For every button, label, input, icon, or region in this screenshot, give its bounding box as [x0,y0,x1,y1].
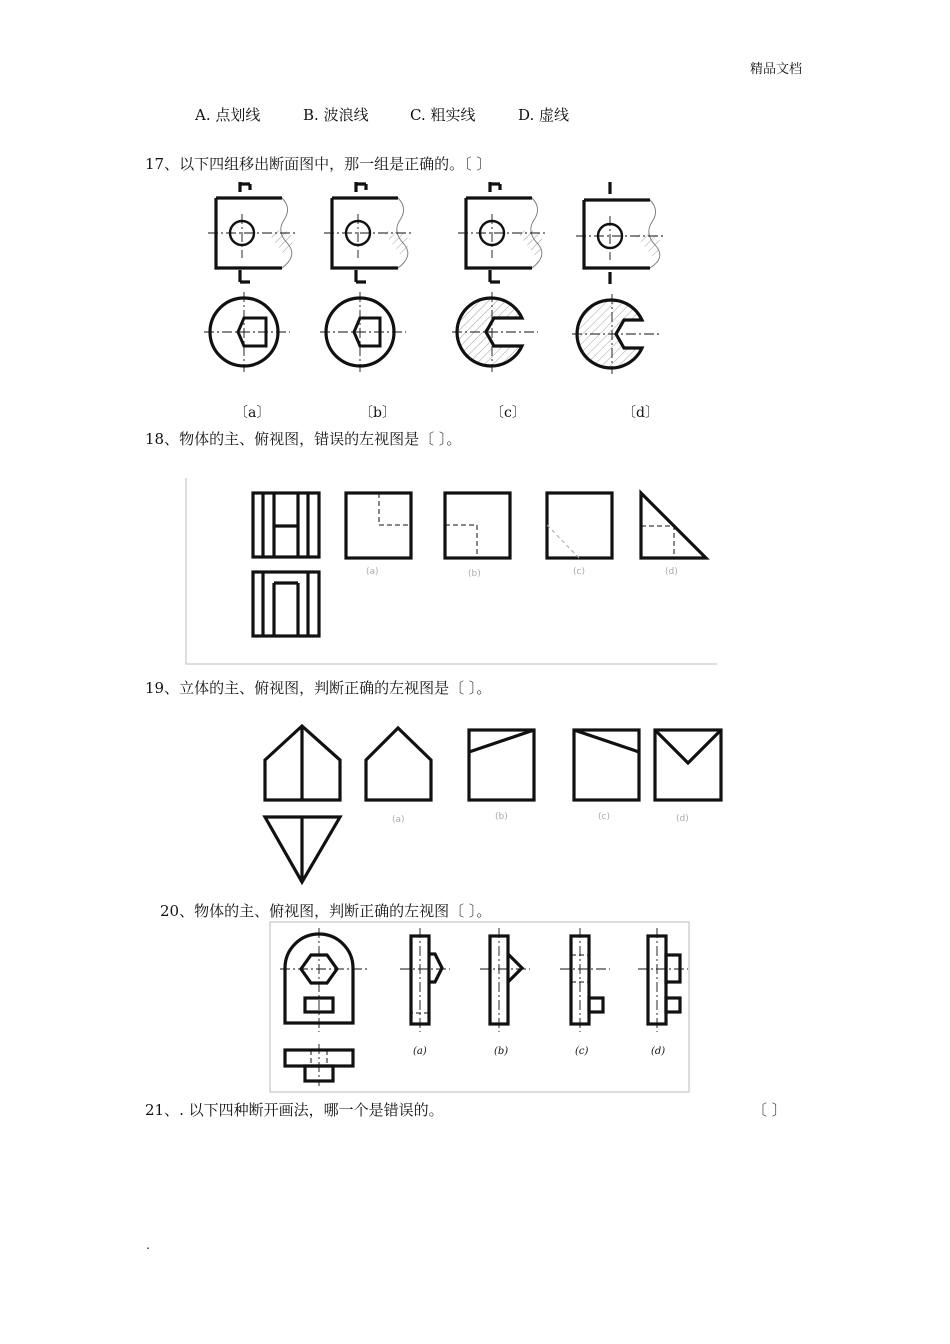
q19-top-view [265,817,340,882]
q20-figure [0,920,950,1095]
question-21-text: 21、. 以下四种断开画法，哪一个是错误的。 [145,1101,444,1119]
q18-label-c: (c) [573,567,585,577]
option-text: 粗实线 [430,106,476,124]
q20-label-b: (b) [494,1046,509,1057]
q20-option-c-drawing [560,928,610,1032]
option-a[interactable] [195,104,260,125]
q20-top-view [285,1044,353,1086]
q17-group-a [204,182,296,372]
option-d[interactable] [518,104,569,125]
option-text: 点划线 [215,106,261,124]
q19-label-c: (c) [598,812,610,822]
q17-label-d: 〔d〕 [622,405,659,421]
q18-label-b: (b) [468,569,481,579]
q18-option-b-drawing [445,493,510,558]
q20-option-b-drawing [480,928,530,1032]
option-c[interactable] [410,104,476,125]
q19-label-d: (d) [676,814,689,824]
question-18-text: 18、物体的主、俯视图，错误的左视图是〔 〕。 [145,430,462,448]
q18-label-a: (a) [366,567,379,577]
q18-labels [0,562,950,582]
q19-label-a: (a) [392,815,405,825]
q20-label-a: (a) [413,1046,427,1057]
q19-option-a-drawing [366,728,431,800]
q18-option-c-drawing [547,493,612,558]
option-text: 波浪线 [323,106,369,124]
question-17-text: 17、以下四组移出断面图中，那一组是正确的。〔 〕 [145,155,492,173]
q18-option-d-drawing [641,493,706,558]
q17-label-c: 〔c〕 [490,405,526,421]
question-19-text: 19、立体的主、俯视图，判断正确的左视图是〔 〕。 [145,679,492,697]
q20-option-d-drawing [638,928,688,1032]
q19-option-c-drawing [574,730,639,800]
option-b[interactable] [303,104,369,125]
q20-main-view [280,928,368,1032]
option-text: 虚线 [539,106,570,124]
q17-group-c [452,182,546,372]
question-20-text: 20、物体的主、俯视图，判断正确的左视图〔 〕。 [160,902,492,920]
q20-label-d: (d) [651,1046,666,1057]
q20-label-c: (c) [575,1046,589,1057]
option-key: D. [518,106,535,124]
q18-option-a-drawing [346,493,411,558]
q18-label-d: (d) [665,567,678,577]
q19-main-view [265,726,340,800]
option-key: B. [303,106,319,124]
q17-label-a: 〔a〕 [234,405,271,421]
q20-option-a-drawing [400,928,450,1032]
watermark-text: 精品文档 [750,62,803,77]
option-key: A. [195,106,211,124]
q19-figure [0,720,950,890]
q17-label-b: 〔b〕 [359,405,396,421]
q17-group-b [320,182,412,372]
q18-main-view [253,493,319,557]
q19-label-b: (b) [495,812,508,822]
q17-group-d [572,182,664,374]
option-key: C. [410,106,426,124]
q19-option-b-drawing [469,730,534,800]
question-21-answer-bracket[interactable]: 〔 〕 [752,1101,787,1119]
footer-dot: . [146,1238,150,1252]
q17-figure [0,175,950,435]
q19-option-d-drawing [655,730,721,800]
